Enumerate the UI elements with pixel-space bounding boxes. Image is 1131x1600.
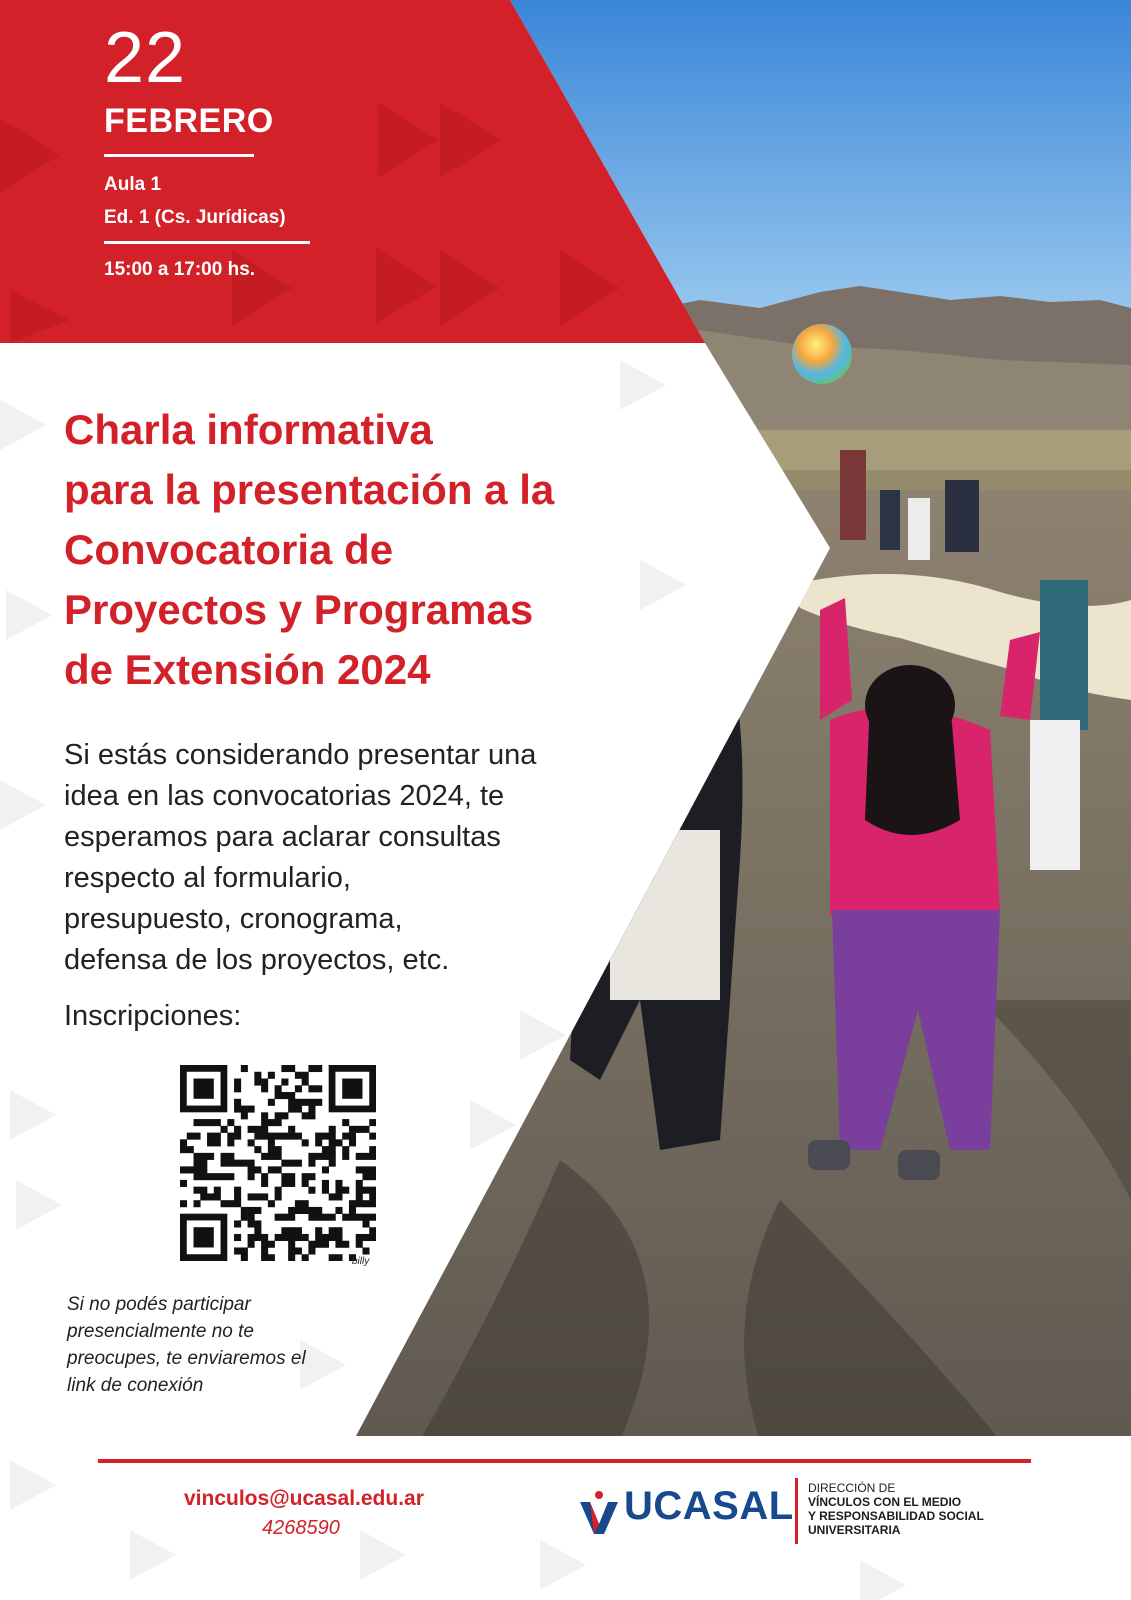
description-line: respecto al formulario, (64, 862, 351, 894)
description-line: Si estás considerando presentar una (64, 739, 537, 771)
header-divider (104, 154, 254, 157)
department-line: DIRECCIÓN DE (808, 1481, 896, 1495)
title-line: de Extensión 2024 (64, 646, 431, 693)
department-line: Y RESPONSABILIDAD SOCIAL (808, 1509, 984, 1523)
department-line: UNIVERSITARIA (808, 1523, 901, 1537)
poster-title (64, 400, 704, 700)
event-venue-building: Ed. 1 (Cs. Jurídicas) (104, 207, 286, 228)
description-line: presupuesto, cronograma, (64, 903, 403, 935)
qr-tag: billy (352, 1256, 370, 1267)
note-line: preocupes, te enviaremos el (67, 1348, 306, 1369)
event-month: FEBRERO (104, 102, 274, 140)
registration-label: Inscripciones: (64, 1000, 242, 1032)
note-line: presencialmente no te (67, 1321, 254, 1342)
title-line: Proyectos y Programas (64, 586, 534, 633)
department-name (808, 1481, 984, 1537)
title-line: Convocatoria de (64, 526, 394, 573)
contact-email[interactable]: vinculos@ucasal.edu.ar (184, 1487, 424, 1510)
note-line: Si no podés participar (67, 1294, 251, 1315)
title-line: Charla informativa (64, 406, 433, 453)
title-line: para la presentación a la (64, 466, 555, 513)
event-day: 22 (104, 18, 187, 98)
department-line: VÍNCULOS CON EL MEDIO (808, 1495, 962, 1509)
logo-divider (795, 1478, 798, 1544)
description (64, 735, 704, 981)
note-line: link de conexión (67, 1375, 204, 1396)
header-divider (104, 241, 310, 244)
footer-divider (98, 1459, 1031, 1463)
ucasal-logo-icon (578, 1488, 620, 1536)
description-line: esperamos para aclarar consultas (64, 821, 501, 853)
event-venue-room: Aula 1 (104, 174, 162, 195)
description-line: defensa de los proyectos, etc. (64, 944, 450, 976)
remote-note (67, 1291, 397, 1399)
event-time: 15:00 a 17:00 hs. (104, 259, 256, 280)
contact-phone: 4268590 (262, 1517, 340, 1539)
description-line: idea en las convocatorias 2024, te (64, 780, 505, 812)
ucasal-logo-text: UCASAL (624, 1484, 794, 1528)
qr-code-icon[interactable] (180, 1065, 376, 1261)
